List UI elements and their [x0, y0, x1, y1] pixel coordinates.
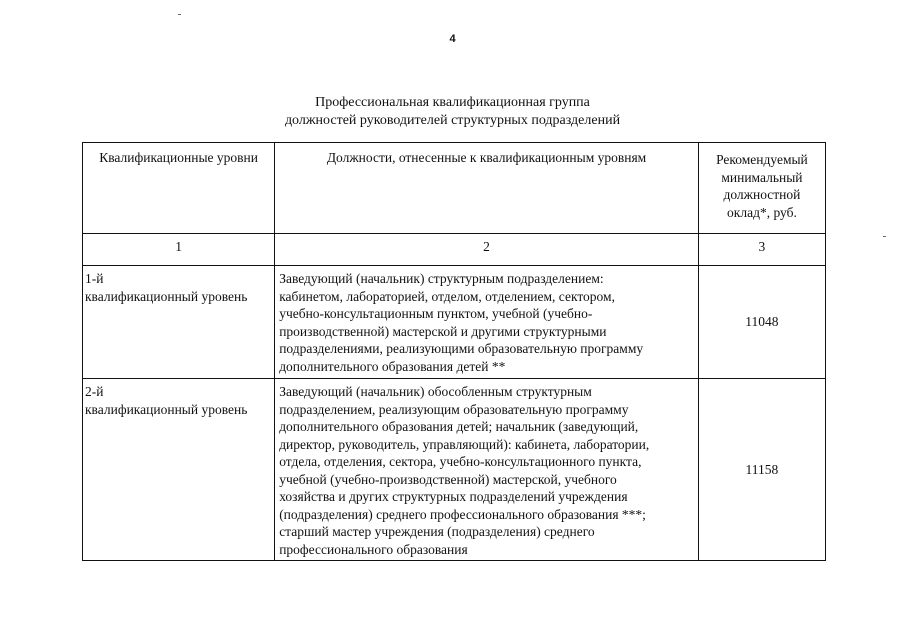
position-line: хозяйства и других структурных подразделений учреждения [279, 489, 628, 504]
position-line: учебной (учебно-производственной) мастерской, учебного [279, 471, 617, 487]
position-line: производственной) мастерской и другими структурными [279, 323, 607, 339]
column-number-3: 3 [698, 234, 825, 266]
scan-speck [178, 14, 181, 15]
qualification-table [82, 142, 826, 561]
level-line: квалификационный уровень [85, 288, 248, 304]
position-line: Заведующий (начальник) обособленным структурным [279, 384, 592, 399]
header-salary-line: минимальный [721, 169, 803, 185]
scan-speck [883, 236, 886, 237]
level-cell [83, 266, 275, 379]
table-header-row [83, 143, 826, 234]
level-cell [83, 379, 275, 561]
column-number-2: 2 [275, 234, 699, 266]
position-line: профессионального образования [279, 541, 468, 557]
table-row [83, 379, 826, 561]
level-line: 1-й [85, 271, 104, 286]
document-title [0, 94, 905, 130]
position-line: Заведующий (начальник) структурным подразделением: [279, 271, 604, 286]
page-number: 4 [449, 33, 456, 45]
header-salary [698, 143, 825, 234]
position-line: дополнительного образования детей; начальник (заведующий, [279, 419, 639, 434]
position-line: отдела, отделения, сектора, учебно-консультационного пункта, [279, 454, 642, 469]
position-line: старший мастер учреждения (подразделения) среднего [279, 524, 595, 539]
header-positions: Должности, отнесенные к квалификационным уровням [275, 143, 699, 234]
position-line: дополнительного образования детей ** [279, 358, 506, 374]
position-line: кабинетом, лабораторией, отделом, отделением, сектором, [279, 288, 615, 304]
positions-cell [275, 266, 699, 379]
header-salary-line: Рекомендуемый [716, 152, 808, 167]
header-salary-line: оклад*, руб. [727, 204, 797, 220]
position-line: (подразделения) среднего профессионального образования ***; [279, 506, 646, 522]
level-line: 2-й [85, 384, 104, 399]
level-line: квалификационный уровень [85, 401, 248, 417]
table-row [83, 266, 826, 379]
column-number-1: 1 [83, 234, 275, 266]
column-number-row [83, 234, 826, 266]
position-line: подразделениями, реализующими образовательную программу [279, 341, 644, 356]
header-salary-line: должностной [723, 187, 801, 202]
position-line: учебно-консультационным пунктом, учебной (учебно- [279, 306, 593, 321]
title-line-2: должностей руководителей структурных подразделений [284, 113, 621, 128]
salary-cell: 11048 [698, 266, 825, 379]
position-line: подразделением, реализующим образовательную программу [279, 401, 629, 417]
title-line-1: Профессиональная квалификационная группа [315, 95, 590, 110]
salary-cell: 11158 [698, 379, 825, 561]
header-qualification-levels: Квалификационные уровни [83, 143, 275, 234]
position-line: директор, руководитель, управляющий): кабинета, лаборатории, [279, 436, 650, 452]
positions-cell [275, 379, 699, 561]
